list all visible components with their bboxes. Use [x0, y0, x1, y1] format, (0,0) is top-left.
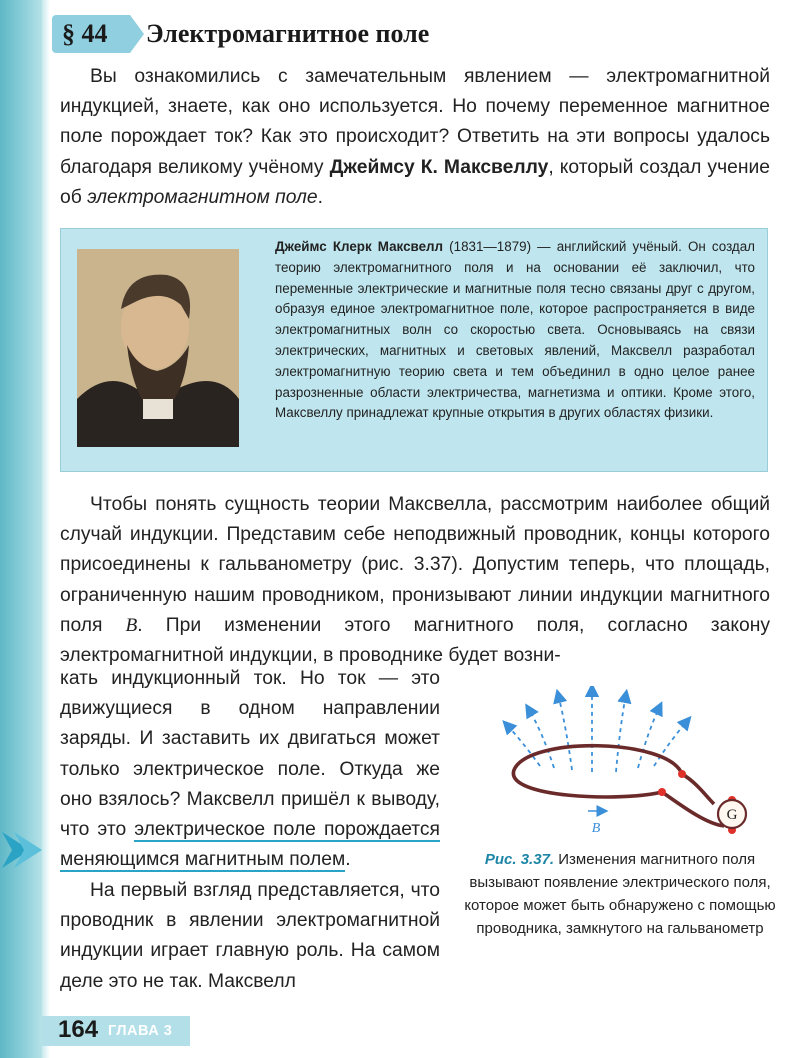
caption-figure-number: Рис. 3.37.: [484, 851, 555, 868]
contact-dot: [658, 788, 666, 796]
field-symbol-b: B: [125, 614, 138, 636]
bio-body: (1831—1879) — английский учёный. Он создал теорию электромагнитного поля и на основании её заключил, что переменные электрические и магнитные поля тесно связаны друг с другом, образуя единое электромагнитное поле, которое распространяется в виде электромагнитных волн со скоростью света. Основываясь на связи электрических, магнитных и световых явлений, Максвелл разработал электромагнитную теорию света и тем объединил в одно целое ранее разрозненные области электричества, магнетизма и оптики. Кроме этого, Максвеллу принадлежат крупные открытия в других областях физики.: [275, 239, 755, 421]
key-statement-highlight: электрическое поле порождается меняющимся магнитным полем: [60, 819, 440, 871]
paragraph-3: [60, 664, 440, 875]
intro-text-middle: , который создал учение об: [60, 156, 770, 208]
p2-text-before: Чтобы понять сущность теории Максвелла, рассмотрим наиболее общий случай индукции. Представим себе неподвижный проводник, концы которого присоединены к гальванометру (рис. 3.37). Допустим теперь, что площадь, ограниченную нашим проводником, пронизывают линии индукции магнитного поля: [60, 494, 770, 636]
maxwell-name-bold: Джеймсу К. Максвеллу: [329, 156, 549, 178]
contact-dot: [678, 770, 686, 778]
key-point-arrow-icon: [0, 822, 48, 878]
galvanometer-label: G: [726, 807, 738, 823]
figure-3-37-diagram: [492, 686, 782, 846]
figure-caption: [462, 848, 778, 940]
field-vector-label: B: [591, 821, 601, 836]
intro-paragraph: [60, 62, 770, 213]
section-title: Электромагнитное поле: [146, 19, 430, 48]
biography-box: [60, 228, 768, 472]
p2-text-after: . При изменении этого магнитного поля, согласно закону электромагнитной индукции, в проводнике будет возни-: [60, 614, 770, 667]
section-number: § 44: [62, 19, 108, 48]
paragraph-2: [60, 490, 770, 671]
p4-text: На первый взгляд представляется, что проводник в явлении электромагнитной индукции играет главную роль. На самом деле это не так. Максвелл: [60, 880, 440, 992]
conductor-loop: [513, 746, 724, 826]
chapter-label: ГЛАВА 3: [108, 1023, 173, 1039]
bio-name: Джеймс Клерк Максвелл: [275, 239, 444, 254]
side-margin-band: [0, 0, 42, 1058]
maxwell-portrait: [77, 249, 239, 447]
paragraph-4: [60, 876, 440, 997]
field-lines: [506, 688, 688, 772]
intro-text-before: Вы ознакомились с замечательным явлением — электромагнитной индукцией, знаете, как оно используется. Но почему переменное магнитное поле порождает ток? Как это происходит? Ответить на эти вопросы удалось благодаря великому учёному: [60, 66, 770, 178]
biography-text: [275, 237, 755, 424]
section-number-badge: [52, 15, 130, 53]
intro-text-end: .: [317, 186, 324, 208]
portrait-image: [77, 249, 239, 447]
p3-text-before: кать индукционный ток. Но ток — это движущиеся в одном направлении заряды. И заставить их двигаться может только электрическое поле. Откуда же оно взялось? Максвелл пришёл к выводу, что это: [60, 668, 440, 841]
side-margin-strip: [42, 0, 50, 1058]
page-number: 164: [58, 1016, 99, 1043]
caption-text: Изменения магнитного поля вызывают появление электрического поля, которое может быть обнаружено с помощью проводника, замкнутого на гальванометр: [464, 851, 776, 937]
p3-text-after: .: [345, 849, 351, 871]
em-field-term: электромагнитном поле: [87, 186, 318, 208]
